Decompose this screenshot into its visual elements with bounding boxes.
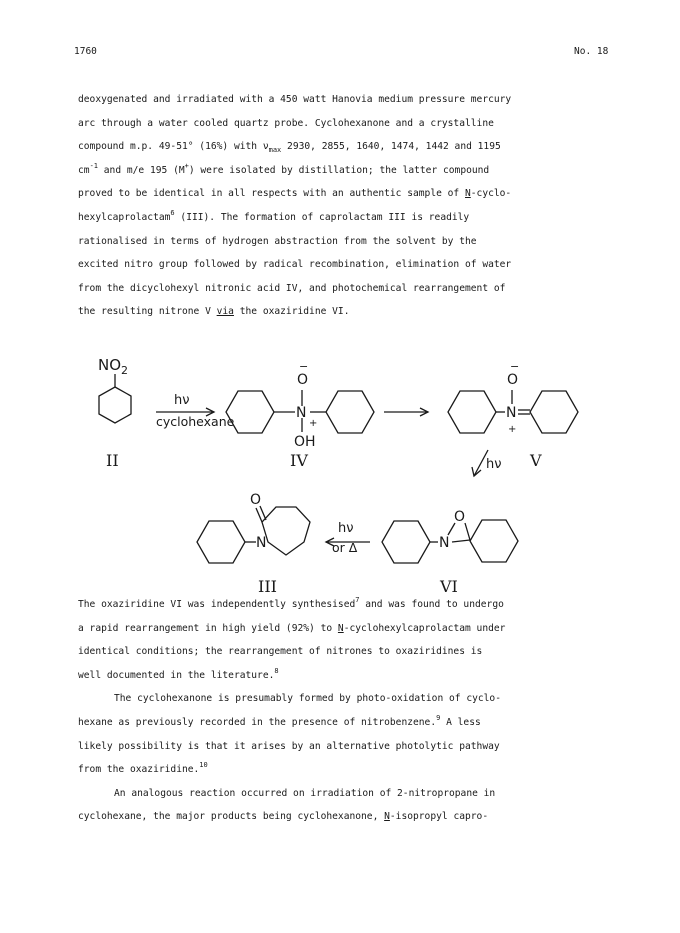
cyclohexyl-ring-iv-right [326,391,374,433]
text-line [78,593,598,617]
text-line [78,206,598,230]
reference-mark: 6 [170,208,175,217]
iv-charge: − [299,360,309,373]
reference-mark: 10 [199,761,208,770]
reference-mark: 7 [355,596,360,604]
solvent-label: cyclohexane [156,414,235,429]
v-nitrogen: N [506,405,517,421]
reaction-scheme [0,330,680,600]
max-subscript: max [268,146,282,155]
italic-n: N [337,622,344,634]
text-run: (III). The formation of caprolactam III is readily [174,211,470,223]
oxaziridine-bond [465,523,470,540]
nitro-label: $NO_2$ [98,356,129,377]
text-line [78,805,598,829]
iii-nitrogen: N [256,535,267,551]
or-heat-label: or Δ [332,540,358,555]
reference-mark: 8 [274,666,279,675]
v-charge: − [510,360,520,373]
issue-number: No. 18 [574,46,609,57]
text-run: cyclohexane, the major products being cyclohexanone, [78,811,385,823]
cyclohexane-ring-ii [99,387,131,423]
text-run: from the oxaziridine. [78,764,200,776]
superscript: + [184,161,189,170]
text-run: proved to be identical in all respects with an authentic sample of [78,188,465,200]
text-run: -isopropyl capro- [389,811,489,823]
text-run: the oxaziridine VI. [233,306,350,318]
iv-hydroxyl: OH [294,434,316,450]
v-oxygen: O [507,372,519,388]
vi-nitrogen: N [439,535,450,551]
hv-label-vi: hν [338,521,354,536]
text-line [78,617,598,641]
cyclohexylidene-ring-v [530,391,578,433]
iv-nitrogen: N [296,405,307,421]
bond [452,540,470,542]
text-line [78,664,598,688]
paragraph-1 [78,88,598,324]
text-line [78,182,598,206]
text-line [78,711,598,735]
text-line [78,135,598,159]
azepanone-ring [262,507,310,555]
reference-mark: 9 [436,713,441,722]
italic-n: N [465,188,471,200]
iii-oxygen: O [250,492,262,508]
compound-label-iii: III [258,577,277,596]
text-run: cm [78,164,90,176]
text-line: An analogous reaction occurred on irradiation of 2-nitropropane in [114,787,496,799]
cyclohexyl-ring-iii [197,521,245,563]
text-run: -cyclohexylcaprolactam under [343,622,506,634]
text-line [78,300,598,324]
spiro-ring-vi [470,520,518,562]
paragraph-2 [78,593,598,829]
compound-label-v: V [530,451,542,470]
italic-n: N [384,811,390,823]
text-run: well documented in the literature. [78,669,275,681]
text-run: ) were isolated by distillation; the latter compound [188,164,490,176]
text-line: deoxygenated and irradiated with a 450 watt Hanovia medium pressure mercury [78,94,512,105]
text-run: a rapid rearrangement in high yield (92%) to [78,622,338,634]
text-line: identical conditions; the rearrangement of nitrones to oxaziridines is [78,646,483,658]
iv-oxygen: O [297,372,309,388]
text-run: hexylcaprolactam [78,211,171,223]
text-run: hexane as previously recorded in the presence of nitrobenzene. [78,716,437,728]
text-line [78,159,598,183]
iv-plus: + [309,418,318,429]
hv-label: hν [174,393,190,408]
text-line: from the dicyclohexyl nitronic acid IV, and photochemical rearrangement of [78,282,506,294]
vi-oxygen: O [454,509,466,525]
text-run: -cyclo- [470,188,512,200]
text-run: The oxaziridine VI was independently synthesised [78,599,356,610]
text-line: rationalised in terms of hydrogen abstraction from the solvent by the [78,235,477,247]
text-line: likely possibility is that it arises by an alternative photolytic pathway [78,740,500,752]
compound-label-ii: II [106,451,119,470]
page-number: 1760 [74,46,97,57]
hv-label-v: hν [486,457,502,472]
cyclohexyl-ring-vi [382,521,430,563]
text-run: the resulting nitrone V [78,306,217,318]
v-plus: + [508,424,517,435]
text-run: 2930, 2855, 1640, 1474, 1442 and 1195 [281,141,501,153]
compound-label-vi: VI [440,577,458,596]
text-line [78,758,598,782]
italic-via: via [216,306,234,318]
compound-label-iv: IV [290,451,308,470]
text-run: and m/e 195 (M [98,164,185,176]
text-line: excited nitro group followed by radical recombination, elimination of water [78,259,512,271]
text-run: compound m.p. 49-51° (16%) with ν [78,141,269,153]
text-run: A less [440,716,481,728]
superscript: -1 [89,161,98,170]
cyclohexyl-ring-v [448,391,496,433]
text-line: The cyclohexanone is presumably formed by photo-oxidation of cyclo- [114,693,501,705]
text-run: and was found to undergo [359,599,504,610]
text-line: arc through a water cooled quartz probe. Cyclohexanone and a crystalline [78,117,494,129]
